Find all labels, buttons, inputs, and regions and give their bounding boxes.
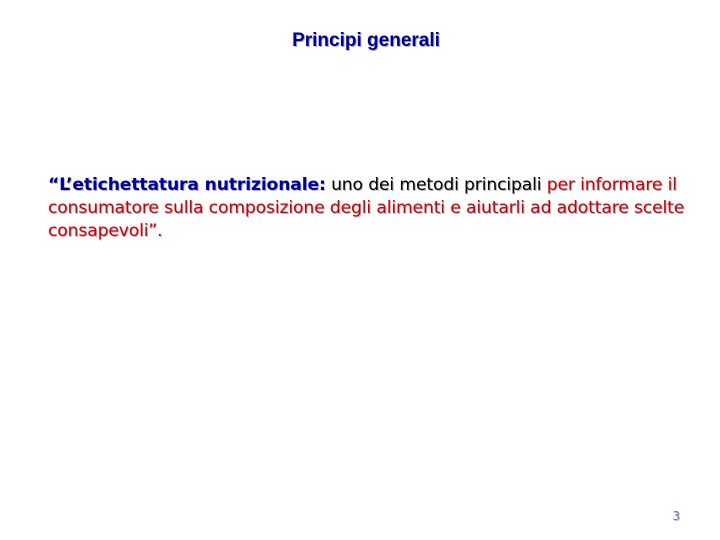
- slide-title: Principi generali: [292, 30, 440, 51]
- quote-middle: uno dei metodi principali: [331, 175, 542, 195]
- page-number: 3: [672, 509, 680, 523]
- quote-tail: per informare il consumatore sulla composizione degli alimenti e aiutarli ad adottare scelte consapevoli”.: [48, 175, 685, 241]
- slide-body: [48, 174, 688, 243]
- quote-term: “L’etichettatura nutrizionale:: [48, 175, 326, 195]
